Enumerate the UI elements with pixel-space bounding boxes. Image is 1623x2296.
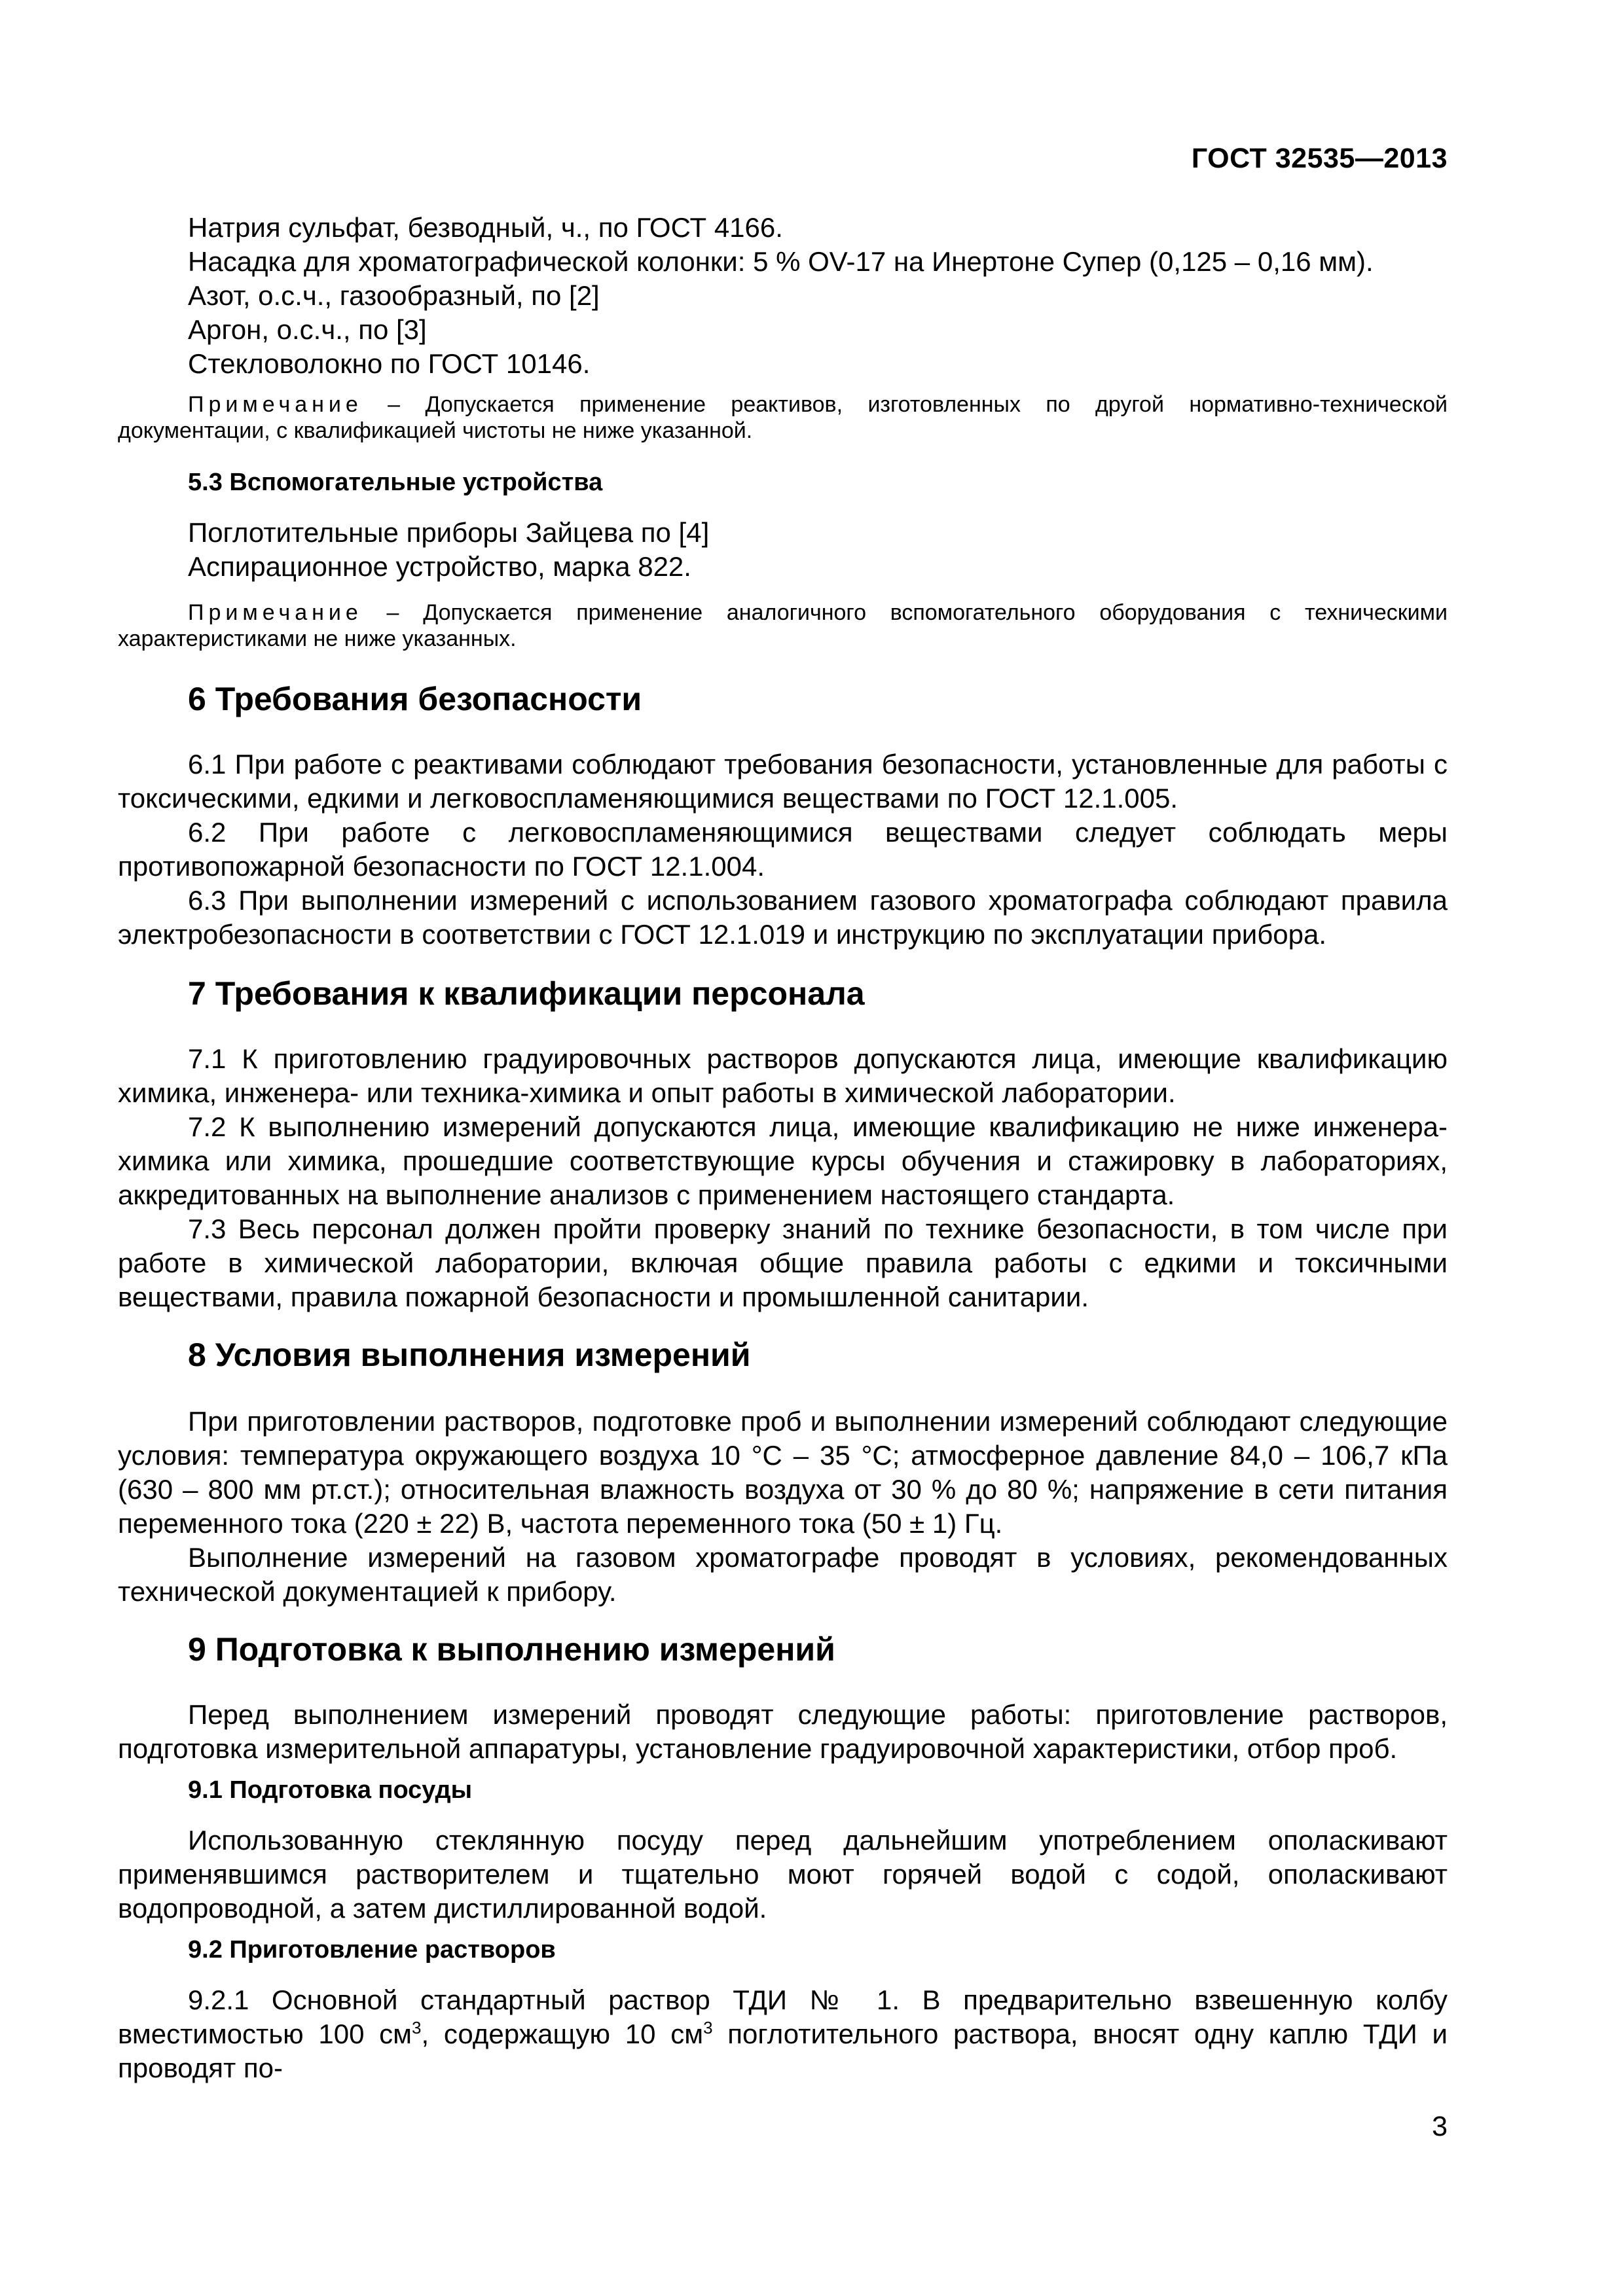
section-heading: 9.1 Подготовка посуды: [188, 1776, 473, 1804]
reagents-note: [118, 391, 1448, 444]
reagent-item: Аргон, о.с.ч., по [3]: [188, 314, 427, 345]
section-heading: 7 Требования к квалификации персонала: [188, 975, 865, 1012]
reagents-list: [118, 211, 1448, 381]
note-label: Примечание: [188, 392, 363, 417]
paragraph: 6.2 При работе с легковоспламеняющимися веществами следует соблюдать меры противопожарной безопасности по ГОСТ 12.1.004.: [118, 817, 1448, 882]
section-6: [118, 679, 1448, 719]
paragraph: Перед выполнением измерений проводят следующие работы: приготовление растворов, подготовка измерительной аппаратуры, установление градуировочной характеристики, отбор проб.: [118, 1699, 1448, 1764]
reagent-item: Натрия сульфат, безводный, ч., по ГОСТ 4166.: [188, 212, 783, 243]
section-8-body: [118, 1405, 1448, 1609]
text-run: 9.2.1 Основной стандартный раствор ТДИ № 1. В предварительно взвешенную колбу вместимостью 100 см: [118, 1984, 1448, 2049]
paragraph: При приготовлении растворов, подготовке проб и выполнении измерений соблюдают следующие условия: температура окружающего воздуха 10 °С – 35 °С; атмосферное давление 84,0 – 106,7 кПа (630 – 800 мм рт.ст.); относительная влажность воздуха от 30 % до 80 %; напряжение в сети питания переменного тока (220 ± 22) В, частота переменного тока (50 ± 1) Гц.: [118, 1406, 1448, 1539]
aux-devices-list: [118, 516, 1448, 584]
section-heading: 6 Требования безопасности: [188, 681, 642, 717]
section-9: [118, 1630, 1448, 1669]
section-7-body: [118, 1042, 1448, 1314]
paragraph: 7.3 Весь персонал должен пройти проверку знаний по технике безопасности, в том числе при работе в химической лаборатории, включая общие правила работы с едкими и токсичными веществами, правила пожарной безопасности и промышленной санитарии.: [118, 1213, 1448, 1312]
aux-devices-note: [118, 600, 1448, 652]
section-7: [118, 974, 1448, 1013]
note-label: Примечание: [188, 600, 363, 625]
section-5-3: [118, 467, 1448, 497]
reagent-item: Насадка для хроматографической колонки: 5 % OV-17 на Инертоне Супер (0,125 – 0,16 мм).: [188, 246, 1374, 277]
section-heading: 8 Условия выполнения измерений: [188, 1336, 751, 1373]
note-text: – Допускается применение реактивов, изготовленных по другой нормативно-технической документации, с квалификацией чистоты не ниже указанной.: [118, 392, 1448, 443]
section-heading: 5.3 Вспомогательные устройства: [188, 469, 603, 496]
text-run: поглотительного раствора, вносят одну каплю ТДИ и проводят по-: [118, 2018, 1448, 2083]
section-9-1-body: [118, 1823, 1448, 1926]
section-9-1: [118, 1775, 1448, 1805]
paragraph: 6.3 При выполнении измерений с использованием газового хроматографа соблюдают правила электробезопасности в соответствии с ГОСТ 12.1.019 и инструкцию по эксплуатации прибора.: [118, 885, 1448, 950]
section-9-intro: [118, 1698, 1448, 1766]
text-run: , содержащую 10 см: [421, 2018, 704, 2049]
reagent-item: Стекловолокно по ГОСТ 10146.: [188, 348, 591, 379]
paragraph: 7.1 К приготовлению градуировочных растворов допускаются лица, имеющие квалификацию химика, инженера- или техника-химика и опыт работы в химической лаборатории.: [118, 1043, 1448, 1108]
device-item: Поглотительные приборы Зайцева по [4]: [188, 517, 710, 548]
section-9-2: [118, 1935, 1448, 1965]
section-heading: 9 Подготовка к выполнению измерений: [188, 1631, 835, 1668]
reagent-item: Азот, о.с.ч., газообразный, по [2]: [188, 280, 600, 311]
paragraph: 6.1 При работе с реактивами соблюдают требования безопасности, установленные для работы с токсическими, едкими и легковоспламеняющимися веществами по ГОСТ 12.1.005.: [118, 749, 1448, 814]
paragraph: Выполнение измерений на газовом хроматографе проводят в условиях, рекомендованных технической документацией к прибору.: [118, 1542, 1448, 1607]
note-text: – Допускается применение аналогичного вспомогательного оборудования с техническими характеристиками не ниже указанных.: [118, 600, 1448, 651]
page-number: 3: [1432, 2111, 1448, 2142]
document-header-id: ГОСТ 32535—2013: [1191, 143, 1448, 174]
section-8: [118, 1335, 1448, 1374]
superscript: 3: [412, 2018, 422, 2037]
paragraph: 7.2 К выполнению измерений допускаются лица, имеющие квалификацию не ниже инженера-химика или химика, прошедшие соответствующие курсы обучения и стажировку в лабораториях, аккредитованных на выполнение анализов с применением настоящего стандарта.: [118, 1111, 1448, 1210]
paragraph: [118, 1983, 1448, 2085]
paragraph: Использованную стеклянную посуду перед дальнейшим употреблением ополаскивают применявшимся растворителем и тщательно моют горячей водой с содой, ополаскивают водопроводной, а затем дистиллированной водой.: [118, 1825, 1448, 1924]
section-9-2-1: [118, 1983, 1448, 2085]
section-6-body: [118, 747, 1448, 952]
section-heading: 9.2 Приготовление растворов: [188, 1936, 556, 1964]
superscript: 3: [703, 2018, 713, 2037]
device-item: Аспирационное устройство, марка 822.: [188, 551, 691, 582]
